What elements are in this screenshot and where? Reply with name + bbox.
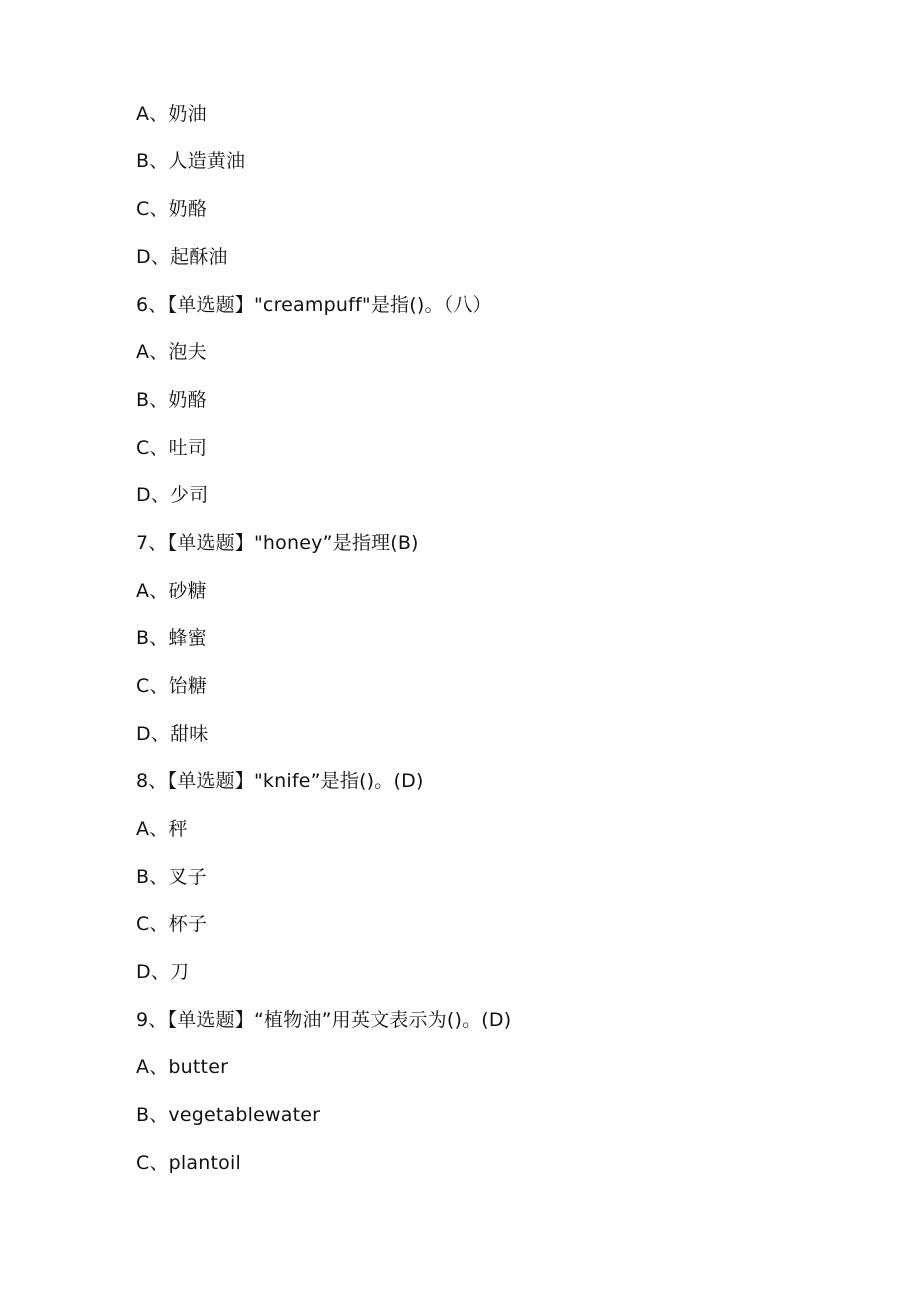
- question-9-option-c: C、plantoil: [136, 1152, 241, 1174]
- question-6-option-d: D、少司: [136, 484, 209, 506]
- question-7-option-b: B、蜂蜜: [136, 627, 207, 649]
- question-6-option-a: A、泡夫: [136, 341, 207, 363]
- question-8-option-a: A、秤: [136, 818, 188, 840]
- question-6: 6、【单选题】"creampuff"是指()。（八）: [136, 294, 492, 316]
- question-7-option-d: D、甜味: [136, 723, 209, 745]
- question-8-option-d: D、刀: [136, 961, 190, 983]
- option-b-line: B、人造黄油: [136, 150, 246, 172]
- option-c-line: C、奶酪: [136, 198, 208, 220]
- question-9-option-b: B、vegetablewater: [136, 1104, 321, 1126]
- question-6-option-b: B、奶酪: [136, 389, 207, 411]
- question-7: 7、【单选题】"honey”是指理(B): [136, 532, 419, 554]
- question-7-option-c: C、饴糖: [136, 675, 208, 697]
- option-d-line: D、起酥油: [136, 246, 228, 268]
- question-8-option-b: B、叉子: [136, 866, 207, 888]
- question-6-option-c: C、吐司: [136, 437, 208, 459]
- question-8-option-c: C、杯子: [136, 913, 208, 935]
- option-a-line: A、奶油: [136, 103, 207, 125]
- question-9-option-a: A、butter: [136, 1056, 229, 1078]
- question-8: 8、【单选题】"knife”是指()。(D): [136, 770, 424, 792]
- question-7-option-a: A、砂糖: [136, 580, 207, 602]
- question-9: 9、【单选题】“植物油”用英文表示为()。(D): [136, 1009, 512, 1031]
